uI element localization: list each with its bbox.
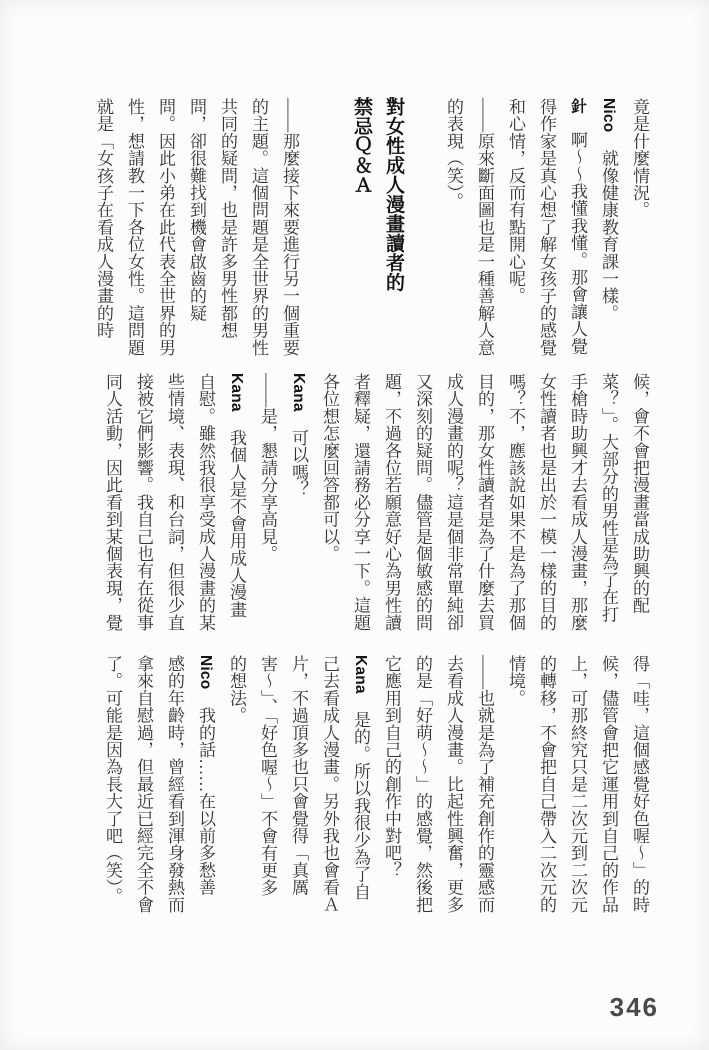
text-column: 同人活動，因此看到某個表現，覺 [103,373,122,631]
speaker-name: Kana [290,373,307,412]
text-block-3 [97,655,655,931]
text-column: 目的，那女性讀者是為了什麼去買 [475,373,494,631]
text-column: 的想法。 [227,655,246,724]
text-column: 嗎？不，應該說如果不是為了那個 [506,373,525,631]
text-column: 去看成人漫畫。比起性興奮，更多 [444,655,463,913]
text-column: 的轉移，不會把自己帶入二次元的 [537,655,556,913]
text-column: 竟是什麼情況。 [630,98,649,219]
heading-line-2: 禁忌Ｑ＆Ａ [351,97,372,195]
text-column: 害～」、「好色喔～」不會有更多 [258,655,277,896]
text-column: 又深刻的疑問。儘管是個敏感的問 [413,373,432,631]
heading-line-1: 對女性成人漫畫讀者的 [383,97,404,292]
text-column: 性，想請教一下各位女性。這問題 [125,98,144,356]
speaker-name: Nico [600,98,617,133]
text-column: 得「哇，這個感覺好色喔～」的時 [630,655,649,913]
text-block-1-right [438,98,655,374]
text-column: 片，不過頂多也只會覺得「真厲 [289,655,308,896]
page-number: 346 [609,992,659,1022]
text-column: 感的年齡時，曾經看到渾身發熱而 [165,655,184,913]
speaker-name: Kana [352,655,369,694]
text-column: 接被它們影響。我自己也有在從事 [134,373,153,631]
text-column: Kana 是的。所以我很少為了自 [351,655,370,901]
text-block-1-left [88,98,305,374]
text-column: 共同的疑問，也是許多男性都想 [218,98,237,339]
text-column: 上，可那終究只是二次元到二次元 [568,655,587,913]
text-column: 女性讀者也是出於一模一樣的目的 [537,373,556,631]
text-column: 些情境、表現、和台詞，但很少直 [165,373,184,631]
text-column: ——是，懇請分享高見。 [258,373,277,563]
text-column: 的表現（笑）。 [444,98,463,210]
text-column: 者釋疑，還請務必分享一下。這題 [351,373,370,631]
text-column: 針 啊～～我懂我懂。那會讓人覺 [568,98,587,355]
text-column: 和心情，反而有點開心呢。 [506,98,525,305]
text-column: 題，不過各位若願意好心為男性讀 [382,373,401,631]
text-column: 它應用到自己的創作中對吧？ [382,655,401,879]
text-column: Kana 可以嗎？ [289,373,308,498]
text-column: 自慰。雖然我很享受成人漫畫的某 [196,373,215,631]
text-column: Nico 就像健康教育課一樣。 [599,98,618,322]
text-column: 各位想怎麼回答都可以。 [320,373,339,563]
text-column: 的是「好萌～～」的感覺，然後把 [413,655,432,913]
text-column: 問，卻很難找到機會啟齒的疑 [187,98,206,322]
speaker-name: 針 [569,98,586,114]
speaker-name: Kana [228,373,245,412]
text-column: 候，會不會把漫畫當成助興的配 [630,373,649,614]
text-column: ——原來斷面圖也是一種善解人意 [475,98,494,356]
text-column: 問。因此小弟在此代表全世界的男 [156,98,175,356]
text-column: Kana 我個人是不會用成人漫畫 [227,373,246,619]
text-column: 己去看成人漫畫。另外我也會看Ａ [320,655,339,913]
text-column: 菜？」。大部分的男性是為了在打 [599,373,618,623]
text-block-2 [97,373,655,649]
speaker-name: Nico [197,655,214,690]
text-column: 拿來自慰過，但最近已經完全不會 [134,655,153,913]
section-heading [345,97,409,359]
text-column: 成人漫畫的呢？這是個非常單純卻 [444,373,463,631]
text-column: 了。可能是因為長大了吧（笑）。 [103,655,122,905]
text-column: 候，儘管會把它運用到自己的作品 [599,655,618,913]
text-column: 得作家是真心想了解女孩子的感覺 [537,98,556,356]
text-column: 情境。 [506,655,525,707]
text-column: 手槍時助興才去看成人漫畫，那麼 [568,373,587,631]
text-column: ——也就是為了補充創作的靈感而 [475,655,494,913]
text-column: ——那麼接下來要進行另一個重要 [280,98,299,356]
text-column: 就是「女孩子在看成人漫畫的時 [94,98,113,339]
text-column: 的主題。這個問題是全世界的男性 [249,98,268,356]
text-column: Nico 我的話……在以前多愁善 [196,655,215,896]
